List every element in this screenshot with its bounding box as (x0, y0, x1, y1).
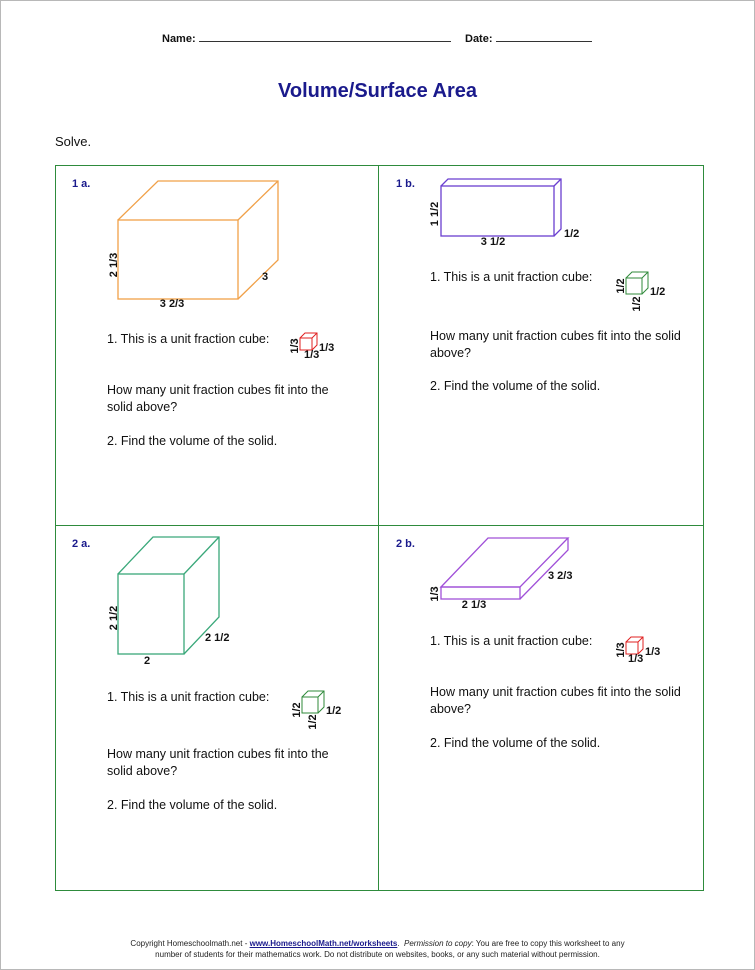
page-title: Volume/Surface Area (278, 80, 477, 102)
problem-2b-q1: 1. This is a unit fraction cube: (430, 634, 593, 648)
problem-1a-cube-width: 1/3 (304, 349, 320, 361)
problem-2a-q1: 1. This is a unit fraction cube: (107, 690, 270, 704)
problem-2b-cube-depth: 1/3 (645, 646, 661, 658)
problem-1b-cube-width: 1/2 (631, 296, 643, 312)
problem-2a-cube-depth: 1/2 (326, 705, 342, 717)
problem-2b-depth-label: 3 2/3 (548, 570, 573, 582)
problem-1a-how-many: How many unit fraction cubes fit into the solid above? (107, 383, 329, 414)
problem-2b-q2: 2. Find the volume of the solid. (430, 736, 601, 750)
problem-2b-how-many: How many unit fraction cubes fit into the solid above? (430, 685, 681, 716)
problem-2a-q2: 2. Find the volume of the solid. (107, 798, 278, 812)
footer-copyright: Copyright Homeschoolmath.net - (130, 939, 250, 948)
problem-1b-cube-height: 1/2 (615, 278, 627, 294)
problem-1a-q1: 1. This is a unit fraction cube: (107, 332, 270, 346)
problem-1a-q2: 2. Find the volume of the solid. (107, 434, 278, 448)
problem-1b-depth-label: 1/2 (564, 228, 580, 240)
problem-2a-depth-label: 2 1/2 (205, 632, 230, 644)
problem-2b-cube-width: 1/3 (628, 653, 644, 665)
problem-1a-cube-height: 1/3 (289, 338, 301, 354)
problem-2a-cube-height: 1/2 (291, 702, 303, 718)
copyright-footer: Copyright Homeschoolmath.net - www.HomeschoolMath.net/worksheets. Permission to copy: You are free to copy this worksheet to any number of students for their mathematics work. Do not distribute on websites, books, or any such material without permission. (0, 938, 755, 960)
problem-1b-height-label: 1 1/2 (429, 201, 441, 227)
problem-2b-width-label: 2 1/3 (461, 599, 487, 611)
problem-2a-label: 2 a. (72, 538, 91, 550)
problem-2b-height-label: 1/3 (429, 586, 441, 602)
problem-2b-cube-height: 1/3 (615, 642, 627, 658)
problem-1b-width-label: 3 1/2 (480, 236, 506, 248)
problem-1a-label: 1 a. (72, 178, 91, 190)
date-label: Date: (465, 33, 493, 45)
problem-1a-depth-label: 3 (262, 271, 269, 283)
problem-1b-q1: 1. This is a unit fraction cube: (430, 270, 593, 284)
problem-2a-cube-width: 1/2 (307, 714, 319, 730)
problem-1b-cube-depth: 1/2 (650, 286, 666, 298)
problem-2a-width-label: 2 (143, 655, 151, 667)
problem-1a-height-label: 2 1/3 (108, 252, 120, 278)
footer-line2: number of students for their mathematics work. Do not distribute on websites, books, or any such material without permission. (155, 950, 600, 959)
problem-2b-label: 2 b. (396, 538, 415, 550)
instruction-text: Solve. (55, 134, 92, 149)
problem-1b-label: 1 b. (396, 178, 415, 190)
footer-worksheets-link[interactable]: www.HomeschoolMath.net/worksheets (249, 939, 398, 948)
problem-2a-height-label: 2 1/2 (108, 605, 120, 631)
problem-1b-how-many: How many unit fraction cubes fit into the solid above? (430, 329, 681, 360)
name-label: Name: (162, 33, 196, 45)
footer-permission-label: Permission to copy (404, 939, 472, 948)
problem-1a-width-label: 3 2/3 (159, 298, 185, 310)
problem-2a-how-many: How many unit fraction cubes fit into the solid above? (107, 747, 329, 778)
problem-1a-cube-depth: 1/3 (319, 342, 335, 354)
footer-permission-text: : You are free to copy this worksheet to any (471, 939, 625, 948)
problem-1b-q2: 2. Find the volume of the solid. (430, 379, 601, 393)
